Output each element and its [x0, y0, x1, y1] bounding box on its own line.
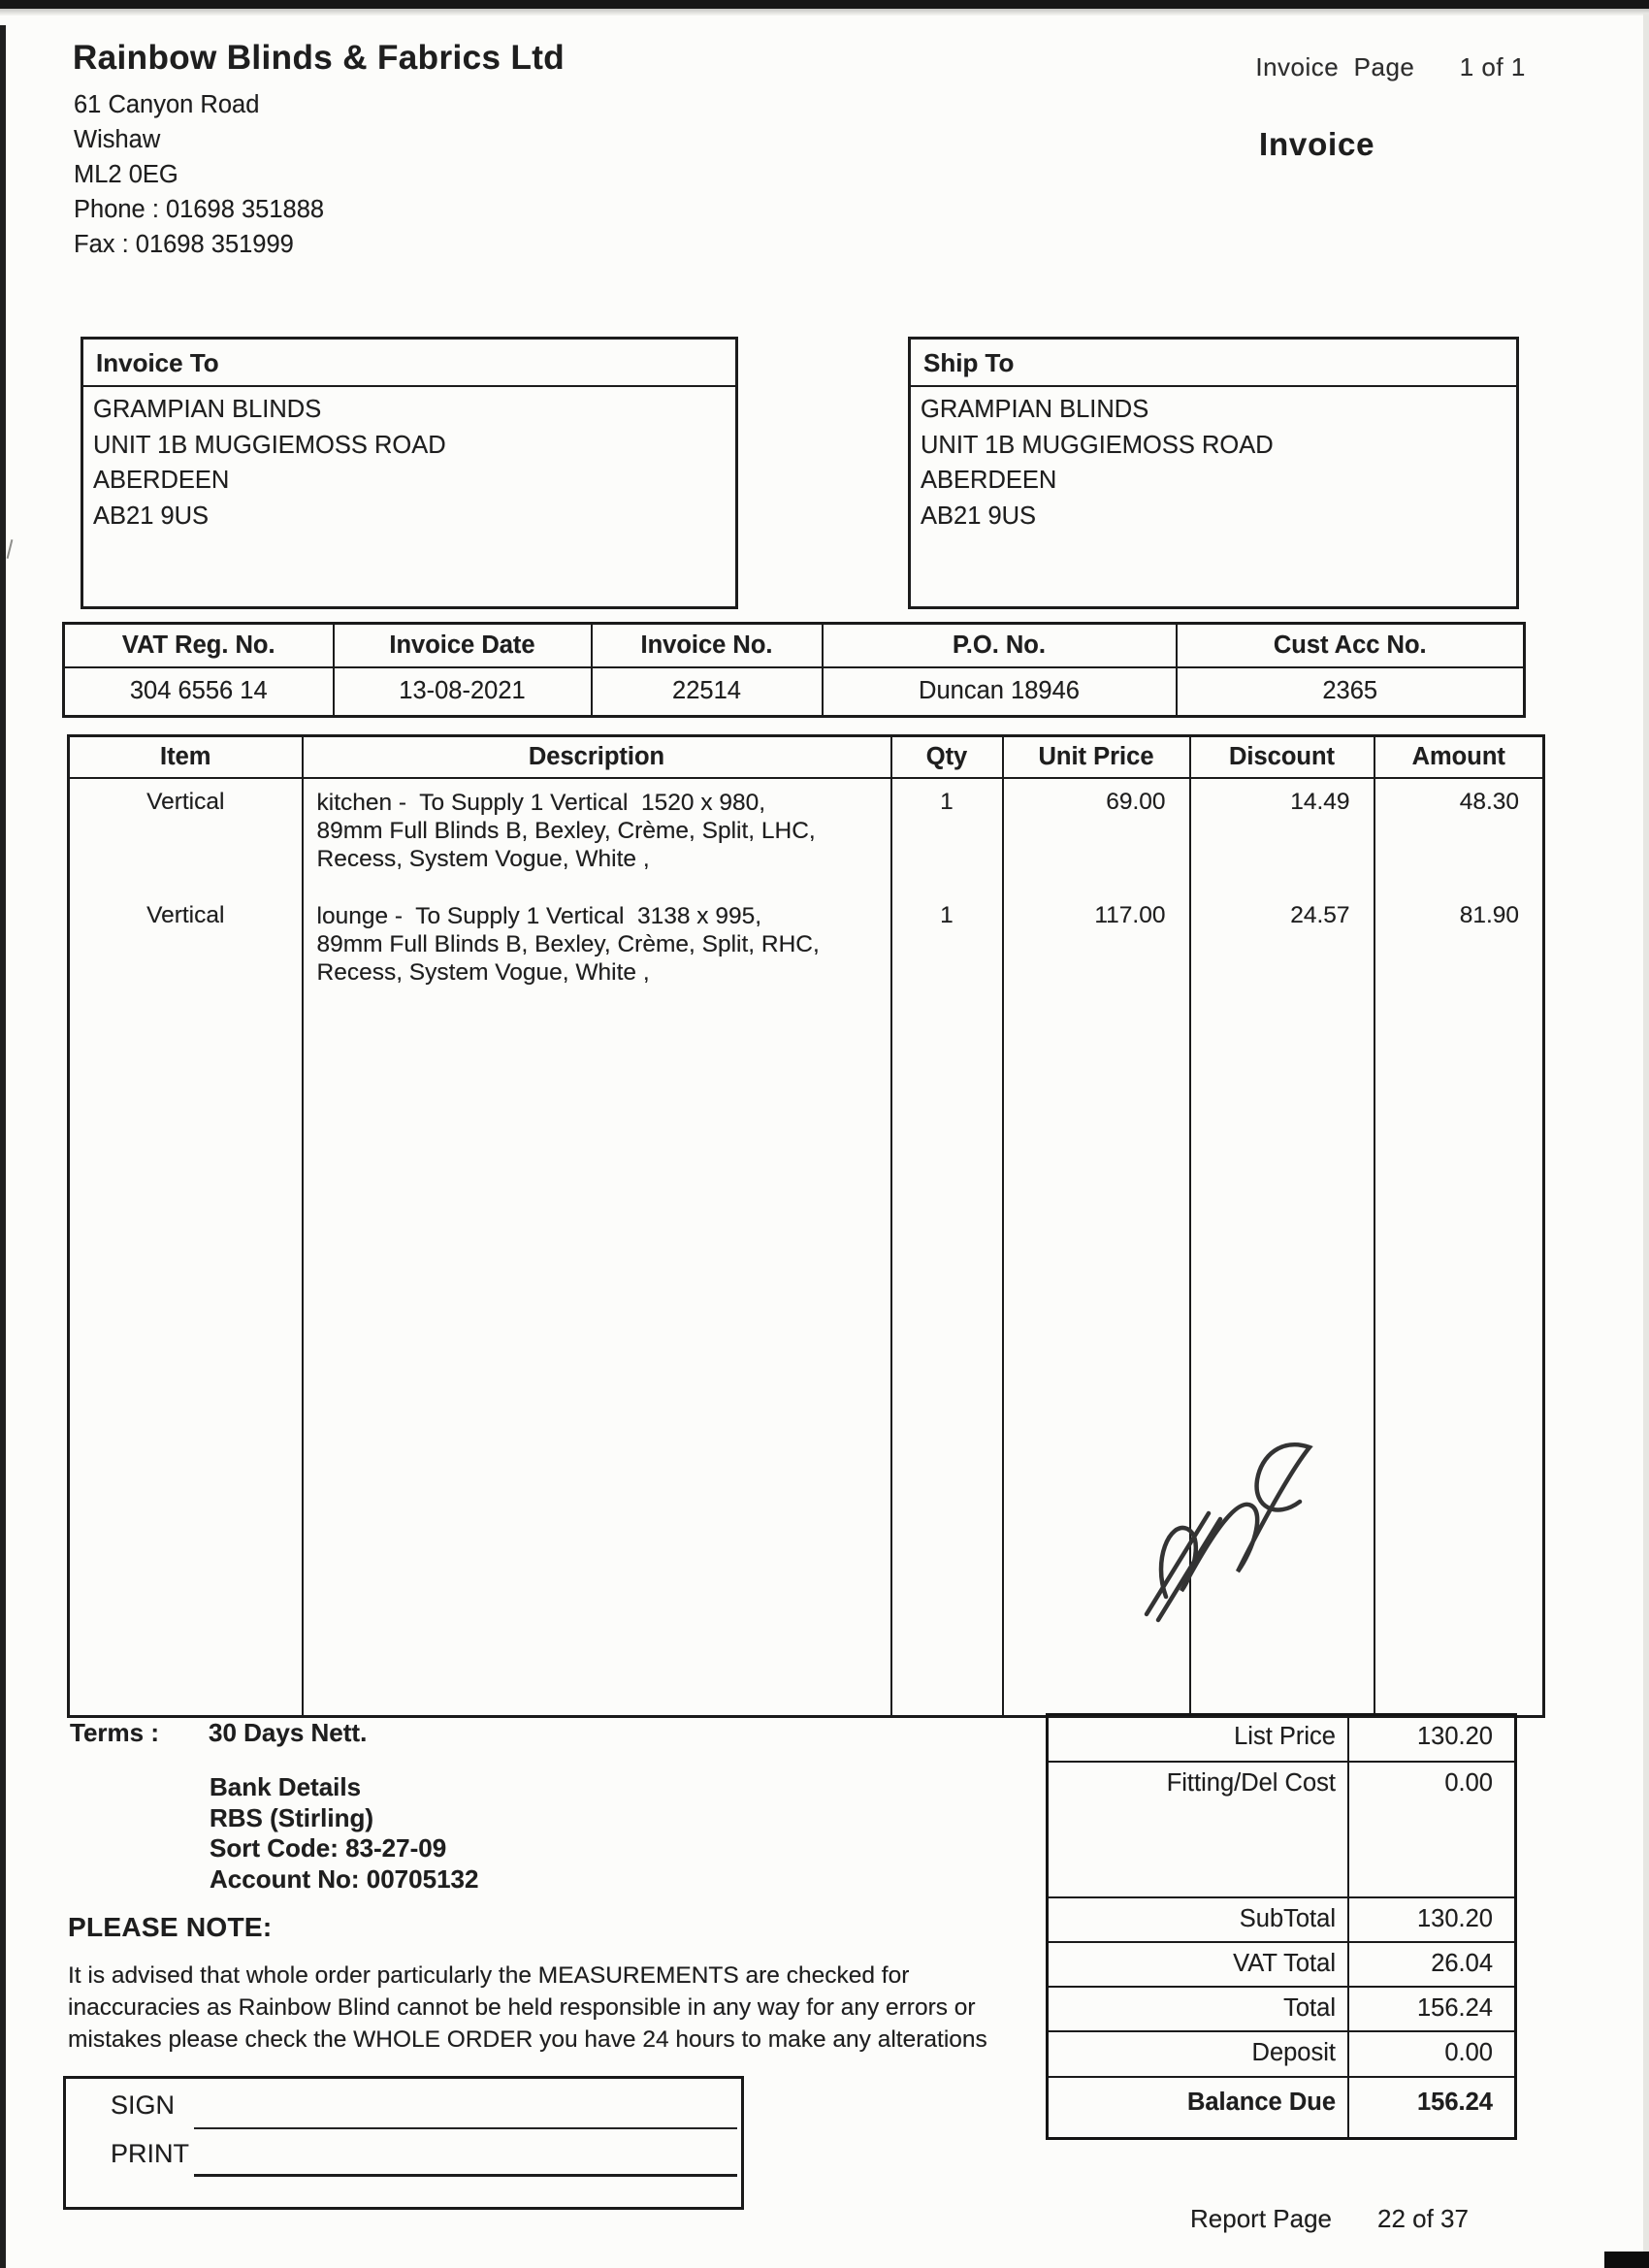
items-header-unit-price: Unit Price [1003, 736, 1190, 778]
invoice-to-address [83, 387, 735, 538]
meta-value-invoice-no: 22514 [592, 667, 823, 717]
totals-label: VAT Total [1049, 1943, 1349, 1986]
totals-row-total [1049, 1986, 1514, 2030]
report-page-value: 22 of 37 [1377, 2204, 1469, 2233]
item-description [303, 778, 891, 892]
document-title: Invoice [1259, 126, 1375, 162]
item-unit-price: 117.00 [1003, 892, 1190, 1006]
measurements-note [68, 1960, 987, 2056]
report-page-label: Report Page [1190, 2204, 1332, 2233]
item-type: Vertical [69, 892, 303, 1006]
company-address [74, 87, 324, 262]
meta-header-cust-acc: Cust Acc No. [1177, 624, 1525, 667]
print-line [194, 2174, 737, 2177]
table-row [69, 892, 1544, 1006]
scan-edge-top [0, 0, 1649, 9]
item-description-line: 89mm Full Blinds B, Bexley, Crème, Split, LHC, [316, 817, 816, 844]
signature-box [63, 2076, 744, 2210]
invoice-to-box [81, 337, 738, 609]
note-line: mistakes please check the WHOLE ORDER you have 24 hours to make any alterations [68, 2026, 987, 2053]
item-qty: 1 [891, 778, 1003, 892]
totals-row-vat-total [1049, 1941, 1514, 1986]
item-type: Vertical [69, 778, 303, 892]
meta-header-po: P.O. No. [823, 624, 1177, 667]
totals-row-list-price [1049, 1716, 1514, 1761]
totals-label: List Price [1049, 1716, 1349, 1761]
terms-value: 30 Days Nett. [209, 1718, 368, 1747]
item-description-line: Recess, System Vogue, White , [316, 845, 650, 872]
invoice-to-line: AB21 9US [93, 502, 210, 530]
invoice-to-line: UNIT 1B MUGGIEMOSS ROAD [93, 431, 446, 459]
totals-label: Deposit [1049, 2032, 1349, 2076]
meta-value-row [64, 667, 1525, 717]
invoice-to-line: GRAMPIAN BLINDS [93, 396, 322, 423]
totals-row-fitting-del [1049, 1761, 1514, 1896]
item-amount: 48.30 [1374, 778, 1544, 892]
bank-details-line: Sort Code: 83-27-09 [210, 1833, 447, 1863]
ship-to-address [911, 387, 1516, 538]
item-description-line: lounge - To Supply 1 Vertical 3138 x 995, [316, 902, 762, 929]
totals-row-balance-due [1049, 2076, 1514, 2137]
ship-to-line: UNIT 1B MUGGIEMOSS ROAD [921, 431, 1274, 459]
item-qty: 1 [891, 892, 1003, 1006]
item-description-line: Recess, System Vogue, White , [316, 958, 650, 986]
company-address-line: 61 Canyon Road [74, 91, 260, 118]
please-note-heading: PLEASE NOTE: [68, 1912, 273, 1942]
meta-header-vat: VAT Reg. No. [64, 624, 334, 667]
meta-value-vat: 304 6556 14 [64, 667, 334, 717]
scan-margin-speck [7, 539, 14, 559]
totals-value: 130.20 [1417, 1723, 1493, 1750]
ship-to-box [908, 337, 1519, 609]
note-line: inaccuracies as Rainbow Blind cannot be held responsible in any way for any errors or [68, 1994, 976, 2021]
scan-edge-right [1643, 14, 1649, 2268]
bank-details [210, 1772, 478, 1895]
item-description-line: kitchen - To Supply 1 Vertical 1520 x 980, [316, 789, 766, 816]
invoice-to-label: Invoice To [83, 340, 735, 387]
meta-value-cust-acc: 2365 [1177, 667, 1525, 717]
line-items-table [67, 734, 1545, 1718]
totals-value: 130.20 [1417, 1905, 1493, 1932]
totals-label: SubTotal [1049, 1898, 1349, 1941]
totals-value: 156.24 [1417, 1994, 1493, 2022]
item-unit-price: 69.00 [1003, 778, 1190, 892]
sign-label: SIGN [111, 2090, 176, 2120]
meta-header-row [64, 624, 1525, 667]
table-row [69, 778, 1544, 892]
totals-box [1046, 1713, 1517, 2140]
meta-value-po: Duncan 18946 [823, 667, 1177, 717]
totals-value: 156.24 [1417, 2089, 1493, 2116]
bank-details-line: Bank Details [210, 1772, 362, 1801]
items-header-qty: Qty [891, 736, 1003, 778]
note-line: It is advised that whole order particularly the MEASUREMENTS are checked for [68, 1962, 910, 1989]
totals-value: 26.04 [1431, 1950, 1493, 1977]
totals-label: Total [1049, 1988, 1349, 2030]
invoice-to-line: ABERDEEN [93, 467, 230, 494]
ship-to-line: ABERDEEN [921, 467, 1057, 494]
items-header-item: Item [69, 736, 303, 778]
company-fax: Fax : 01698 351999 [74, 231, 294, 258]
print-label: PRINT [111, 2139, 189, 2168]
items-header-description: Description [303, 736, 891, 778]
clipped-running-header [1211, 33, 1560, 81]
totals-row-subtotal [1049, 1896, 1514, 1941]
invoice-meta-table [62, 622, 1526, 718]
totals-value: 0.00 [1444, 1769, 1493, 1797]
totals-label: Fitting/Del Cost [1049, 1763, 1349, 1896]
item-description-line: 89mm Full Blinds B, Bexley, Crème, Split, RHC, [316, 930, 820, 957]
totals-label: Balance Due [1049, 2078, 1349, 2137]
ship-to-label: Ship To [911, 340, 1516, 387]
company-phone: Phone : 01698 351888 [74, 196, 325, 223]
scan-edge-left [0, 25, 6, 2268]
items-filler-row [69, 1006, 1544, 1717]
items-header-amount: Amount [1374, 736, 1544, 778]
company-name: Rainbow Blinds & Fabrics Ltd [73, 39, 566, 77]
company-address-line: Wishaw [74, 126, 161, 153]
bank-details-line: Account No: 00705132 [210, 1863, 479, 1894]
scan-edge-top-shadow [0, 9, 1649, 16]
running-header-pagenum: 1 of 1 [1459, 52, 1526, 81]
meta-value-date: 13-08-2021 [334, 667, 592, 717]
scan-corner-artifact [1604, 2252, 1649, 2268]
meta-header-date: Invoice Date [334, 624, 592, 667]
item-amount: 81.90 [1374, 892, 1544, 1006]
ship-to-line: AB21 9US [921, 502, 1037, 530]
items-header-row [69, 736, 1544, 778]
item-discount: 14.49 [1190, 778, 1374, 892]
item-discount: 24.57 [1190, 892, 1374, 1006]
totals-value: 0.00 [1444, 2039, 1493, 2066]
running-header-label: Invoice Page [1255, 52, 1415, 81]
terms-label: Terms : [70, 1718, 159, 1747]
meta-header-invoice-no: Invoice No. [592, 624, 823, 667]
item-description [303, 892, 891, 1006]
bank-details-line: RBS (Stirling) [210, 1802, 373, 1832]
ship-to-line: GRAMPIAN BLINDS [921, 396, 1149, 423]
company-address-line: ML2 0EG [74, 161, 178, 188]
sign-line [194, 2127, 737, 2129]
items-header-discount: Discount [1190, 736, 1374, 778]
totals-row-deposit [1049, 2030, 1514, 2076]
